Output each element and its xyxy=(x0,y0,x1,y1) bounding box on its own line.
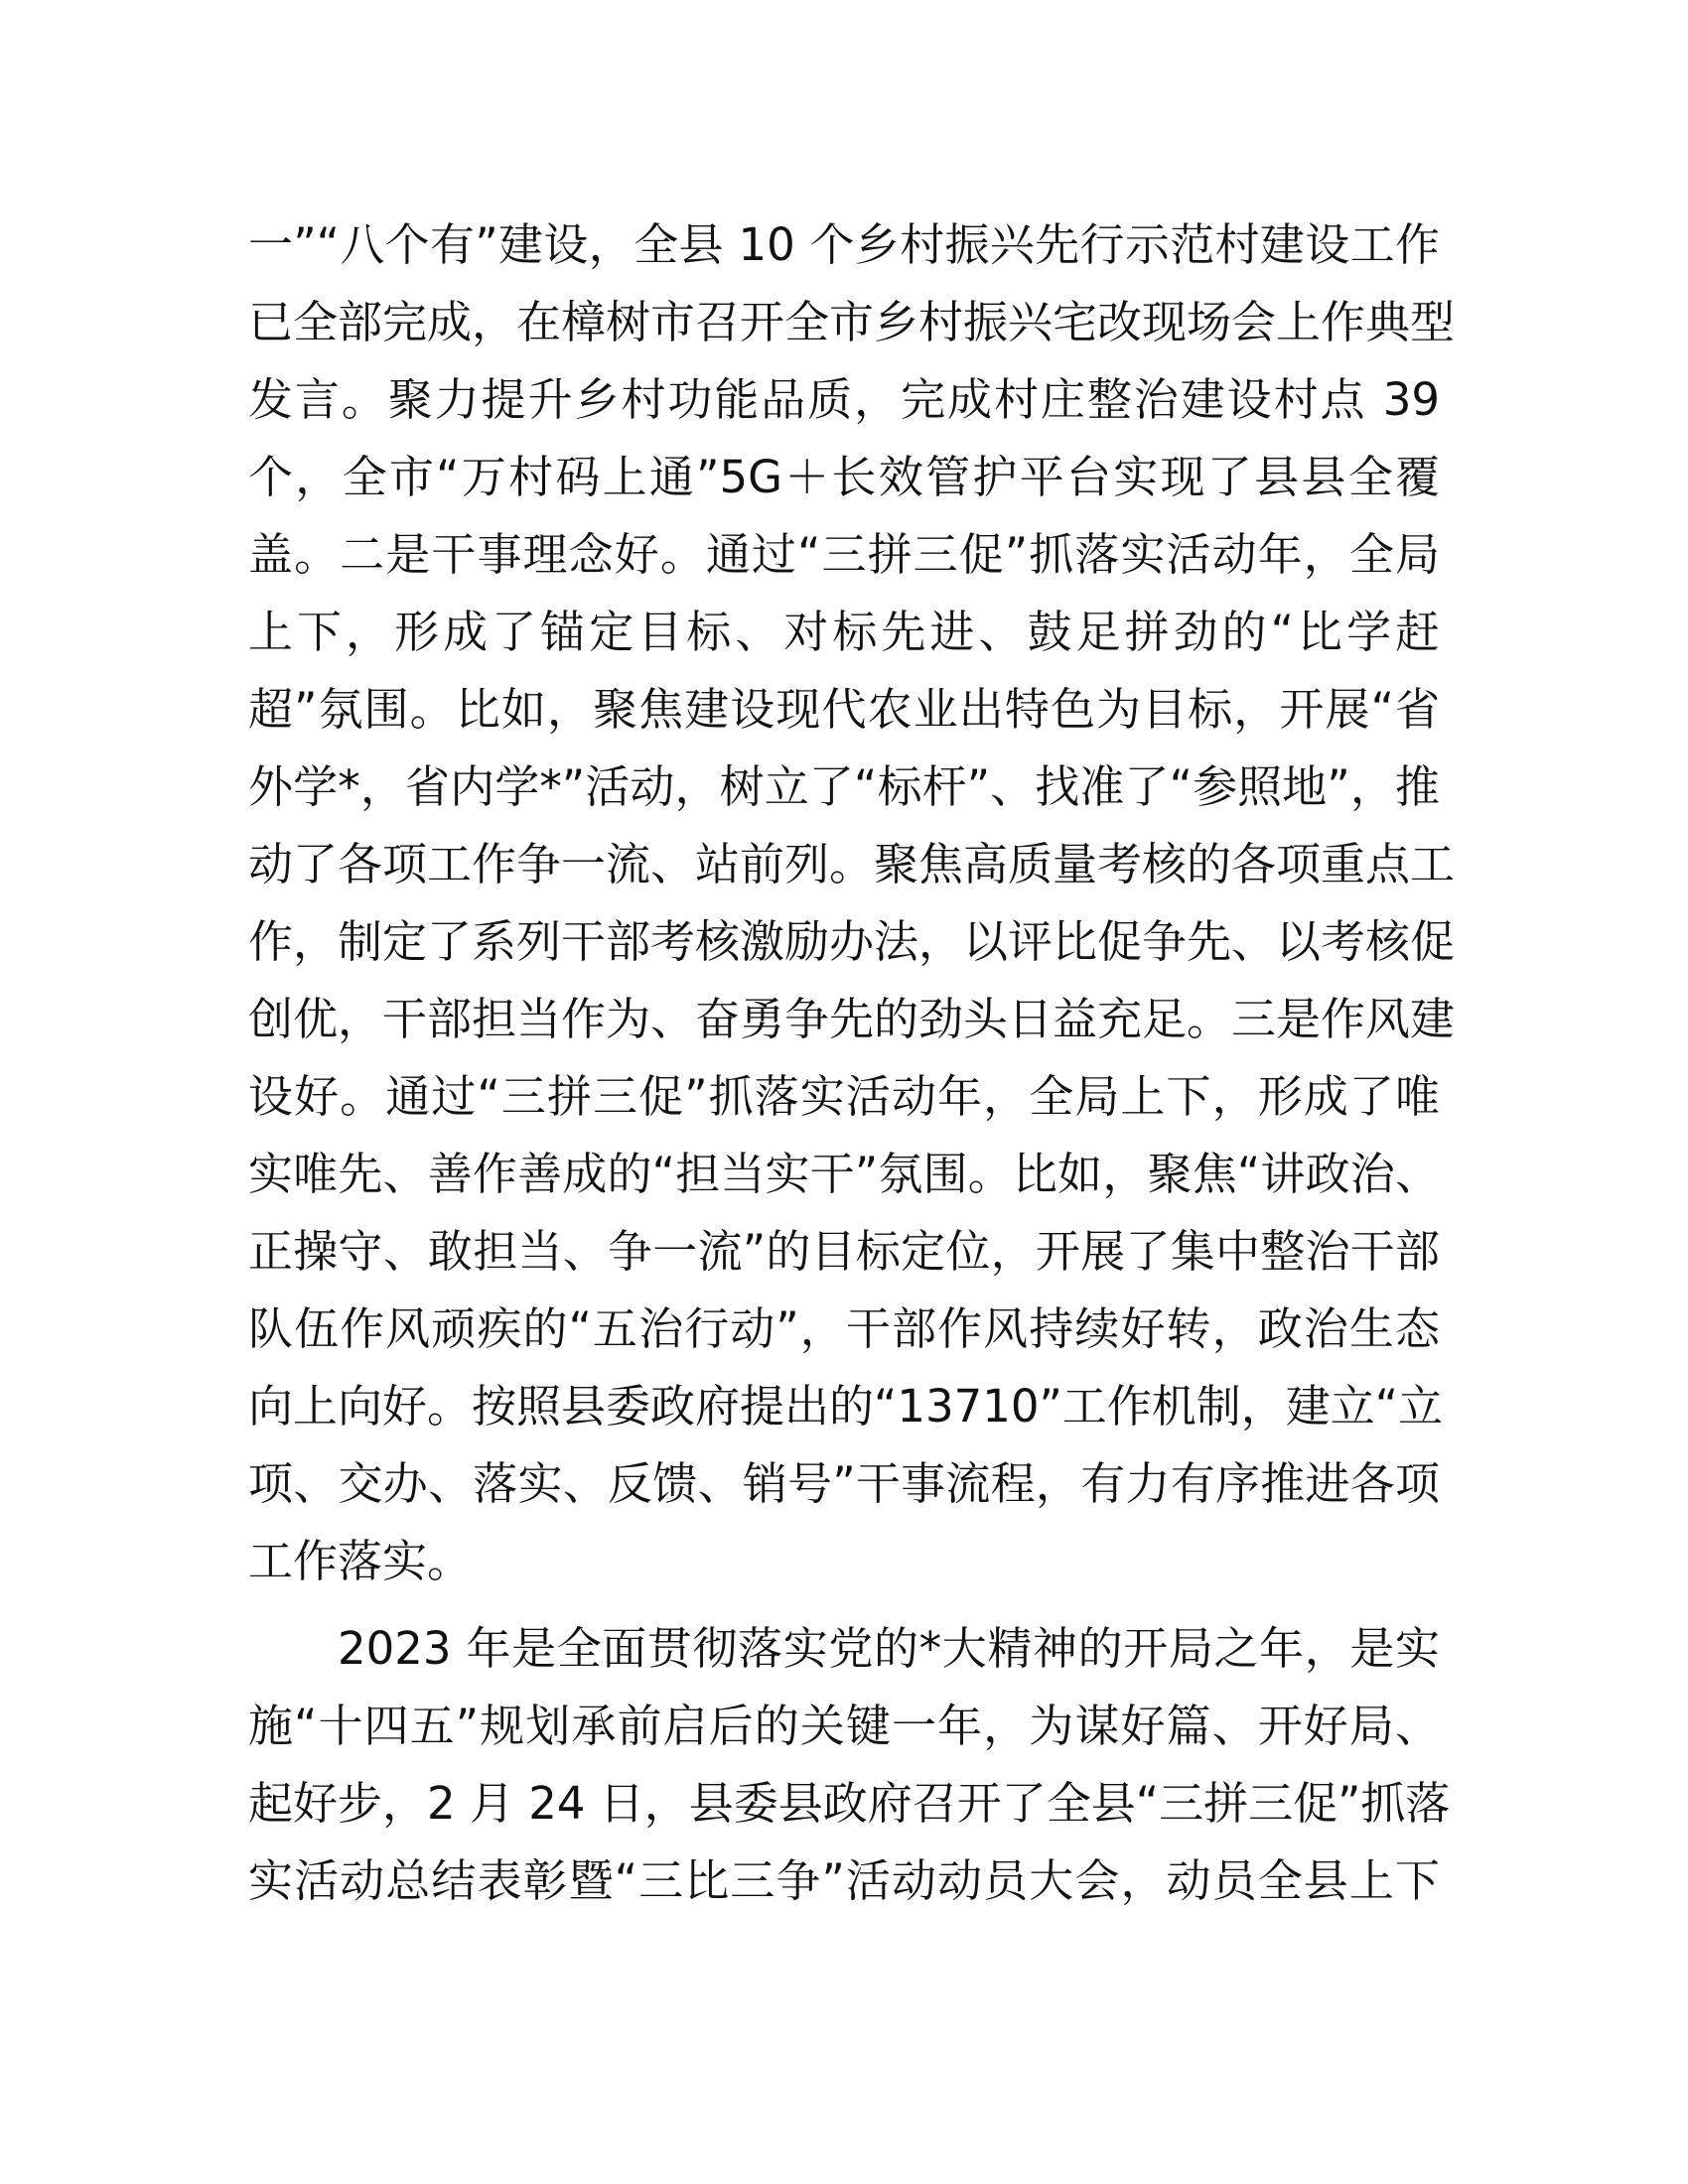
text-line: 施“十四五”规划承前启后的关键一年，为谋好篇、开好局、 xyxy=(248,1700,1440,1752)
text-line: 起好步，2 月 24 日，县委县政府召开了全县“三拼三促”抓落 xyxy=(248,1777,1451,1830)
text-line: 实活动总结表彰暨“三比三争”活动动员大会，动员全县上下 xyxy=(248,1854,1440,1907)
text-line: 正操守、敢担当、争一流”的目标定位，开展了集中整治干部 xyxy=(248,1225,1440,1278)
text-line: 盖。二是干事理念好。通过“三拼三促”抓落实活动年，全局 xyxy=(248,528,1440,581)
text-line: 向上向好。按照县委政府提出的“13710”工作机制，建立“立 xyxy=(248,1380,1444,1433)
text-line: 已全部完成，在樟树市召开全市乡村振兴宅改现场会上作典型 xyxy=(248,296,1456,348)
text-line: 设好。通过“三拼三促”抓落实活动年，全局上下，形成了唯 xyxy=(248,1070,1440,1123)
text-line: 发言。聚力提升乡村功能品质，完成村庄整治建设村点 39 xyxy=(248,373,1440,426)
text-line: 工作落实。 xyxy=(248,1535,473,1587)
paragraph-1 xyxy=(248,206,1456,1600)
body-text xyxy=(248,206,1456,1920)
text-line: 作，制定了系列干部考核激励办法，以评比促争先、以考核促 xyxy=(248,915,1456,968)
text-line: 实唯先、善作善成的“担当实干”氛围。比如，聚焦“讲政治、 xyxy=(248,1148,1440,1200)
text-line: 一”“八个有”建设，全县 10 个乡村振兴先行示范村建设工作 xyxy=(248,218,1440,271)
text-line: 项、交办、落实、反馈、销号”干事流程，有力有序推进各项 xyxy=(248,1457,1440,1510)
text-line: 创优，干部担当作为、奋勇争先的劲头日益充足。三是作风建 xyxy=(248,993,1456,1045)
text-line: 动了各项工作争一流、站前列。聚焦高质量考核的各项重点工 xyxy=(248,838,1456,890)
text-line: 队伍作风顽疾的“五治行动”，干部作风持续好转，政治生态 xyxy=(248,1302,1440,1355)
paragraph-2 xyxy=(248,1610,1451,1920)
text-line: 上下，形成了锚定目标、对标先进、鼓足拼劲的“比学赶 xyxy=(248,606,1440,658)
text-line: 超”氛围。比如，聚焦建设现代农业出特色为目标，开展“省 xyxy=(248,683,1440,736)
text-line: 个，全市“万村码上通”5G＋长效管护平台实现了县县全覆 xyxy=(248,451,1440,503)
paragraph-spacing xyxy=(248,1600,1440,1610)
text-line: 外学*，省内学*”活动，树立了“标杆”、找准了“参照地”，推 xyxy=(248,760,1440,813)
text-line: 2023 年是全面贯彻落实党的*大精神的开局之年，是实 xyxy=(338,1622,1440,1675)
